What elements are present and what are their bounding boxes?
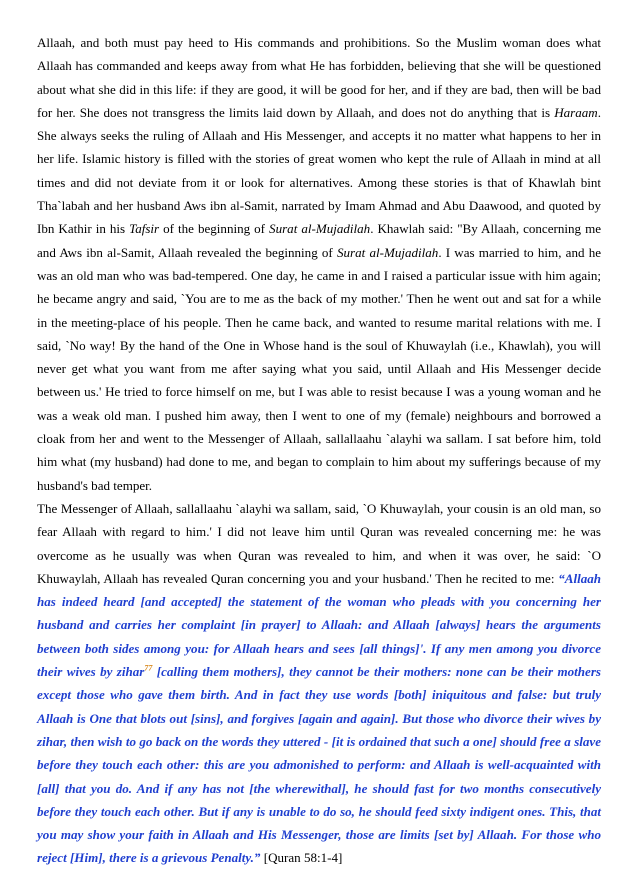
text-run: Allaah, and both must pay heed to His commands and prohibitions. So the Muslim woman does what Allaah has commanded and keeps away from what He has forbidden, believing that she will be questioned about what she did in this life: if they are good, it will be good for her, and if they are bad, then will be bad for her. She does not transgress the limits laid down by Allaah, and does not do anything that is [37,35,601,120]
text-run: . She always seeks the ruling of Allaah and His Messenger, and accepts it no matter what happens to her in her life. Islamic history is filled with the stories of great women who kept the rule of Allaah in mind at all times and did not deviate from it or look for alternatives. Among these stories is that of Khawlah bint Tha`labah and her husband Aws ibn al-Samit, narrated by Imam Ahmad and Abu Daawood, and quoted by Ibn Kathir in his [37,104,601,237]
surah-name: Surat al-Mujadilah [336,244,439,260]
document-page [37,31,601,870]
paragraph-1 [37,31,601,497]
text-run: . I was married to him, and he was an old man who was bad-tempered. One day, he came in and I raised a particular issue with him again; he became angry and said, `You are to me as the back of my mother.' Then he went out and sat for a while in the meeting-place of his people. Then he came back, and wanted to resume marital relations with me. I said, `No way! By the hand of the One in Whose hand is the soul of Khuwaylah (i.e., Khawlah), you will never get what you want from me after saying what you said, until Allaah and His Messenger decide between us.' He tried to force himself on me, but I was able to resist because I was a young woman and he was a weak old man. I pushed him away, then I went to one of my (female) neighbours and borrowed a cloak from her and went to the Messenger of Allaah, sallallaahu `alayhi wa sallam. I sat before him, told him what (my husband) had done to me, and began to complain to him about my sufferings because of my husband's bad temper. [37,244,602,493]
text-run: . Khawlah said: "By Allaah, concerning me and Aws ibn al-Samit, Allaah revealed the beginning of [37,221,602,260]
quran-reference: [Quran 58:1-4] [260,850,343,866]
quran-quote: “Allaah has indeed heard [and accepted] the statement of the woman who pleads with you concerning her husband and carries her complaint [in prayer] to Allaah: and Allaah [always] hears the arguments between both sides among you: for Allaah hears and sees [all things]'. If any men among you divorce their wives by zihar [37,570,601,680]
paragraph-2 [37,497,601,870]
quran-quote: [calling them mothers], they cannot be their mothers: none can be their mothers except those who gave them birth. And in fact they use words [both] iniquitous and false: but truly Allaah is One that blots out [sins], and forgives [again and again]. But those who divorce their wives by zihar, then wish to go back on the words they uttered - [it is ordained that such a one] should free a slave before they touch each other: this are you admonished to perform: and Allaah is well-acquainted with [all] that you do. And if any has not [the wherewithal], he should fast for two months consecutively before they touch each other. But if any is unable to do so, he should feed sixty indigent ones. This, that you may show your faith in Allaah and His Messenger, those are limits [set by] Allaah. For those who reject [Him], there is a grievous Penalty.” [37,664,601,866]
text-run: The Messenger of Allaah, sallallaahu `alayhi wa sallam, said, `O Khuwaylah, your cousin is an old man, so fear Allaah with regard to him.' I did not leave him until Quran was revealed concerning me: he was overcome as he usually was when Quran was revealed to him, and when it was over, he said: `O Khuwaylah, Allaah has revealed Quran concerning you and your husband.' Then he recited to me: [37,500,601,586]
text-run: of the beginning of [159,221,270,237]
surah-name: Surat al-Mujadilah [269,221,371,237]
footnote-marker[interactable]: 77 [144,663,153,673]
term-haraam: Haraam [554,104,598,120]
term-tafsir: Tafsir [129,221,160,237]
